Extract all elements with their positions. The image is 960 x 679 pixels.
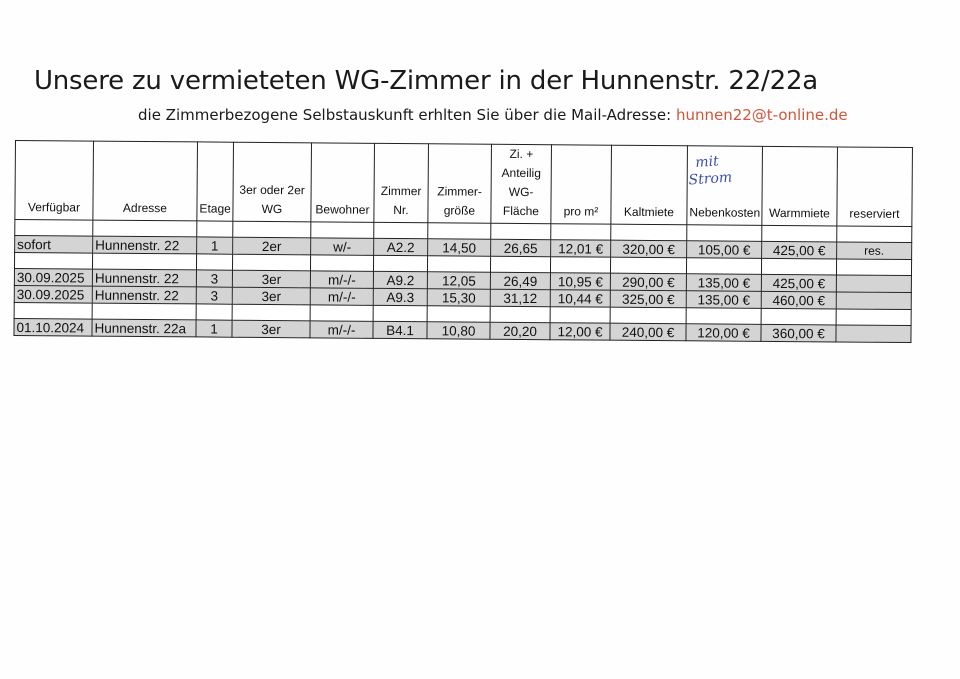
column-header	[551, 145, 612, 224]
table-cell: A2.2	[374, 238, 428, 255]
column-header	[837, 147, 913, 227]
column-header-line: WG-	[508, 184, 534, 200]
table-cell: 31,12	[490, 289, 550, 306]
table-cell: 12,00 €	[550, 323, 610, 340]
column-header-line: 3er oder 2er	[239, 182, 305, 198]
empty-cell	[373, 305, 427, 321]
empty-cell	[14, 302, 92, 319]
table-cell: A9.3	[373, 288, 427, 305]
empty-cell	[92, 303, 196, 320]
column-header-line: Nebenkosten	[689, 205, 761, 220]
table-cell: 135,00 €	[686, 291, 761, 309]
column-header	[491, 144, 552, 223]
column-header-line: Zi. +	[509, 146, 534, 162]
table-cell: 425,00 €	[762, 241, 837, 259]
table-cell: 320,00 €	[611, 240, 687, 258]
table-cell: Hunnenstr. 22a	[92, 319, 196, 337]
table-cell: 12,05	[427, 272, 490, 289]
empty-cell	[491, 223, 551, 239]
column-header	[611, 145, 688, 225]
table-cell: Hunnenstr. 22	[92, 269, 196, 287]
column-header-line: reserviert	[849, 206, 900, 221]
column-header	[233, 142, 312, 222]
column-header-line: Etage	[199, 201, 231, 216]
table-cell: 240,00 €	[610, 323, 686, 341]
column-header-line: Anteilig	[501, 165, 541, 181]
subtitle-text: die Zimmerbezogene Selbstauskunft erhlten Sie über die Mail-Adresse:	[138, 106, 672, 124]
table-cell: 120,00 €	[686, 324, 761, 342]
empty-cell	[427, 306, 490, 322]
column-header	[428, 144, 492, 223]
empty-cell	[686, 308, 761, 325]
table-cell: sofort	[15, 236, 93, 254]
empty-cell	[836, 309, 911, 326]
empty-cell	[836, 259, 911, 276]
table-cell: 30.09.2025	[14, 268, 92, 286]
empty-cell	[232, 254, 310, 271]
empty-cell	[687, 225, 762, 242]
contact-email-link[interactable]: hunnen22@t-online.de	[675, 106, 848, 124]
table-cell: 135,00 €	[686, 274, 761, 292]
column-header	[93, 141, 198, 221]
empty-cell	[93, 220, 197, 237]
table-cell: 3	[196, 287, 232, 304]
table-cell: 3er	[232, 270, 310, 288]
table-cell: B4.1	[373, 321, 427, 338]
table-cell: 01.10.2024	[14, 318, 92, 336]
table-cell: m/-/-	[310, 321, 373, 338]
table-cell: 26,65	[491, 239, 551, 256]
table-cell: 2er	[233, 237, 311, 255]
empty-cell	[761, 258, 836, 275]
empty-cell	[374, 222, 428, 238]
table-cell: 360,00 €	[761, 324, 836, 342]
table-cell	[836, 325, 911, 343]
table-cell: m/-/-	[310, 288, 373, 305]
table-body	[14, 220, 912, 343]
rooms-table	[13, 140, 913, 343]
table-cell: 290,00 €	[610, 273, 686, 291]
empty-cell	[550, 307, 610, 323]
table-cell: 30.09.2025	[14, 285, 92, 303]
column-header	[311, 143, 375, 222]
table-cell: 20,20	[490, 322, 550, 339]
table-cell: 12,01 €	[551, 240, 611, 257]
empty-cell	[197, 221, 233, 237]
empty-cell	[92, 253, 196, 270]
empty-cell	[14, 253, 92, 270]
empty-cell	[761, 308, 836, 325]
handwritten-note	[687, 153, 733, 190]
column-header-line: Adresse	[122, 200, 168, 216]
table-cell: 15,30	[427, 289, 490, 306]
page-subtitle	[138, 106, 848, 124]
column-header-line: WG	[261, 201, 283, 217]
page-title: Unsere zu vermieteten WG-Zimmer in der Hunnenstr. 22/22a	[33, 66, 819, 96]
empty-cell	[373, 255, 427, 271]
table-cell: 1	[197, 237, 233, 254]
column-header-line: größe	[443, 203, 476, 218]
table-cell: 3er	[232, 287, 310, 305]
table-cell: 105,00 €	[687, 241, 762, 259]
table-header-row	[15, 141, 913, 227]
empty-cell	[551, 224, 611, 240]
empty-cell	[611, 224, 687, 241]
column-header	[374, 143, 429, 222]
rooms-table-container	[13, 140, 912, 343]
table-cell: 425,00 €	[761, 274, 836, 292]
column-header-line: Zimmer	[380, 183, 422, 199]
column-header-line: Nr.	[393, 202, 409, 218]
table-cell: 26,49	[490, 272, 550, 289]
empty-cell	[610, 257, 686, 274]
table-cell: A9.2	[373, 271, 427, 288]
table-cell: 10,44 €	[550, 290, 610, 307]
table-cell: Hunnenstr. 22	[93, 236, 197, 254]
empty-cell	[427, 256, 490, 272]
column-header-line: Zimmer-	[437, 184, 482, 199]
empty-cell	[232, 304, 310, 321]
empty-cell	[762, 225, 837, 242]
empty-cell	[428, 223, 491, 239]
empty-cell	[686, 258, 761, 275]
empty-cell	[550, 257, 610, 273]
column-header-line: Verfügbar	[27, 200, 81, 215]
table-cell: 1	[196, 320, 232, 337]
empty-cell	[15, 220, 93, 237]
table-cell: 460,00 €	[761, 291, 836, 309]
column-header-line: Bewohner	[315, 202, 370, 217]
table-cell: m/-/-	[310, 271, 373, 288]
empty-cell	[310, 305, 373, 321]
column-header	[762, 146, 838, 226]
table-cell	[836, 292, 911, 310]
column-header	[197, 142, 234, 221]
empty-cell	[610, 307, 686, 324]
column-header-line: Kaltmiete	[623, 204, 675, 220]
empty-cell	[490, 256, 550, 272]
table-cell: 3er	[232, 320, 310, 338]
table-cell: Hunnenstr. 22	[92, 286, 196, 304]
handwritten-note-line: mit	[694, 153, 720, 171]
column-header-line: Warmmiete	[768, 205, 830, 221]
table-cell: 10,80	[427, 322, 490, 339]
handwritten-note-line: Strom	[688, 169, 733, 189]
column-header-line: Fläche	[502, 203, 540, 219]
table-cell: 325,00 €	[610, 290, 686, 308]
empty-cell	[196, 304, 232, 320]
column-header-line: pro m²	[563, 204, 599, 219]
column-header	[15, 141, 94, 221]
table-cell: 10,95 €	[550, 273, 610, 290]
empty-cell	[490, 306, 550, 322]
table-cell: w/-	[311, 238, 374, 255]
empty-cell	[311, 222, 374, 238]
table-cell: 14,50	[428, 239, 491, 256]
empty-cell	[837, 226, 912, 243]
empty-cell	[196, 254, 232, 270]
table-cell	[836, 275, 911, 293]
empty-cell	[233, 221, 311, 238]
table-cell: 3	[196, 270, 232, 287]
empty-cell	[310, 255, 373, 271]
table-cell: res.	[837, 242, 912, 260]
